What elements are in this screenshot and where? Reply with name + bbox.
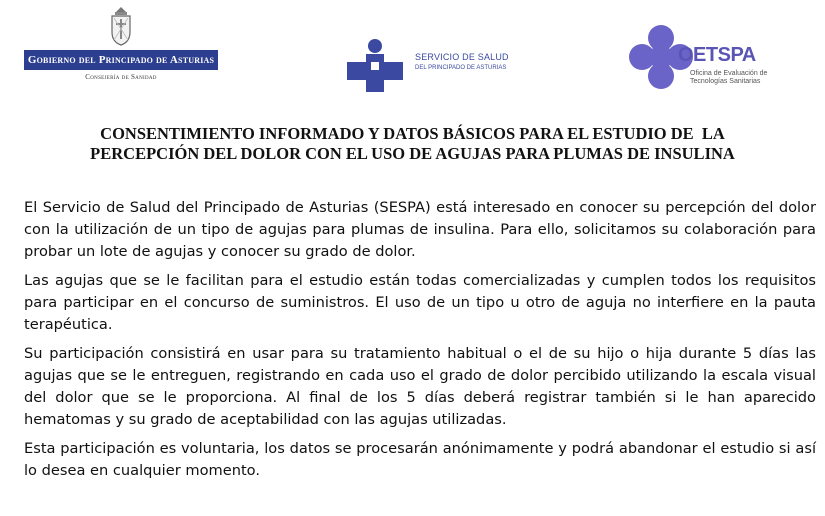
cross-icon bbox=[347, 38, 403, 92]
oetspa-subtitle bbox=[690, 70, 767, 86]
document-title bbox=[20, 124, 805, 164]
paragraph-intro: El Servicio de Salud del Principado de Asturias (SESPA) está interesado en conocer su percepción del dolor con la utilización de un tipo de agujas para plumas de insulina. Para ello, solicitamos su colaboración para probar un lote de agujas y conocer su grado de dolor. bbox=[24, 199, 816, 260]
consejeria-name: Consejería de Sanidad bbox=[85, 73, 157, 81]
gobierno-name: Gobierno del Principado de Asturias bbox=[24, 50, 218, 70]
paragraph-participation: Su participación consistirá en usar para su tratamiento habitual o el de su hijo o hija durante 5 días las agujas que se le entreguen, registrando en cada uso el grado de dolor percibido utilizando la escala visual del dolor que se le proporciona. Al final de los 5 días deberá registrar también si le han aparecido hematomas y su grado de aceptabilidad con las agujas utilizadas. bbox=[24, 345, 816, 428]
coat-of-arms-icon bbox=[108, 6, 134, 46]
sespa-logo bbox=[347, 38, 537, 92]
document-title-line2: PERCEPCIÓN DEL DOLOR CON EL USO DE AGUJAS PARA PLUMAS DE INSULINA bbox=[90, 144, 735, 163]
oetspa-subtitle-line2: Tecnologías Sanitarias bbox=[690, 78, 761, 85]
oetspa-subtitle-line1: Oficina de Evaluación de bbox=[690, 70, 768, 77]
oetspa-name: OETSPA bbox=[678, 44, 756, 66]
document-title-line1: CONSENTIMIENTO INFORMADO Y DATOS BÁSICOS PARA EL ESTUDIO DE LA bbox=[100, 124, 725, 143]
paragraph-voluntary: Esta participación es voluntaria, los datos se procesarán anónimamente y podrá abandonar el estudio si así lo desea en cualquier momento. bbox=[24, 440, 816, 479]
gobierno-asturias-logo bbox=[24, 6, 218, 86]
sespa-name: SERVICIO DE SALUD bbox=[415, 52, 509, 62]
oetspa-logo bbox=[628, 24, 798, 90]
sespa-subtitle: DEL PRINCIPADO DE ASTURIAS bbox=[415, 65, 507, 71]
paragraph-needles: Las agujas que se le facilitan para el estudio están todas comercializadas y cumplen todos los requisitos para participar en el concurso de suministros. El uso de un tipo u otro de aguja no interfiere en la pauta terapéutica. bbox=[24, 272, 816, 333]
document-body bbox=[24, 197, 816, 489]
